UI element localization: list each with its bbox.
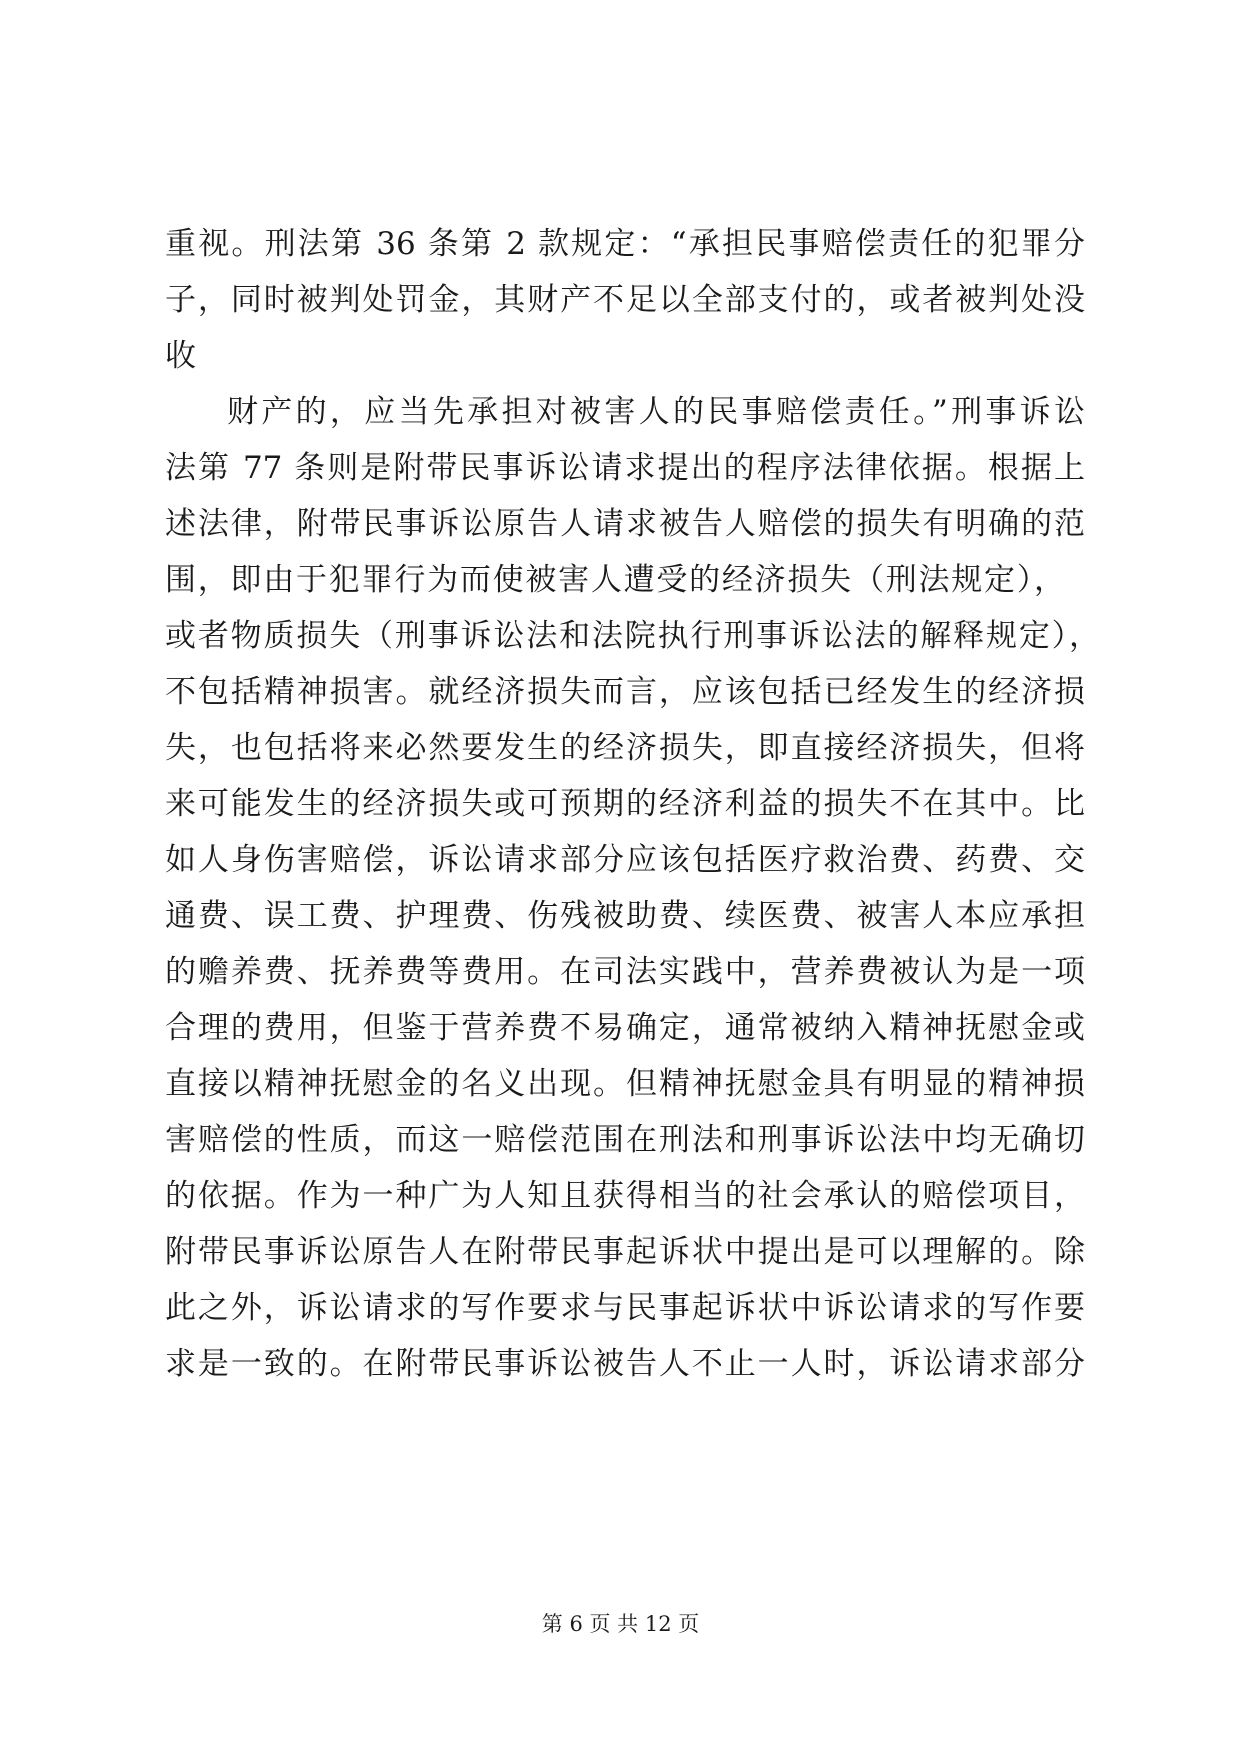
text-line: 求是一致的。在附带民事诉讼被告人不止一人时，诉讼请求部分 xyxy=(165,1346,1085,1382)
text-line: 直接以精神抚慰金的名义出现。但精神抚慰金具有明显的精神损 xyxy=(165,1066,1085,1102)
text-line: 的赡养费、抚养费等费用。在司法实践中，营养费被认为是一项 xyxy=(165,954,1085,990)
text-line: 或者物质损失（刑事诉讼法和法院执行刑事诉讼法的解释规定）， xyxy=(165,618,1100,654)
text-line: 此之外，诉讼请求的写作要求与民事起诉状中诉讼请求的写作要 xyxy=(165,1290,1085,1326)
text-line: 附带民事诉讼原告人在附带民事起诉状中提出是可以理解的。除 xyxy=(165,1234,1085,1270)
text-line: 的依据。作为一种广为人知且获得相当的社会承认的赔偿项目， xyxy=(165,1178,1085,1214)
text-line: 害赔偿的性质，而这一赔偿范围在刑法和刑事诉讼法中均无确切 xyxy=(165,1122,1085,1158)
text-line: 合理的费用，但鉴于营养费不易确定，通常被纳入精神抚慰金或 xyxy=(165,1010,1085,1046)
page-number-footer: 第 6 页 共 12 页 xyxy=(541,1612,700,1636)
text-line: 来可能发生的经济损失或可预期的经济利益的损失不在其中。比 xyxy=(165,786,1085,822)
text-line: 收 xyxy=(165,338,199,374)
text-line: 述法律，附带民事诉讼原告人请求被告人赔偿的损失有明确的范 xyxy=(165,506,1085,542)
paragraph-first-line: 财产的，应当先承担对被害人的民事赔偿责任。”刑事诉讼 xyxy=(227,394,1085,430)
text-line: 重视。刑法第 36 条第 2 款规定：“承担民事赔偿责任的犯罪分 xyxy=(165,226,1085,262)
text-line: 子，同时被判处罚金，其财产不足以全部支付的，或者被判处没 xyxy=(165,282,1085,318)
text-line: 不包括精神损害。就经济损失而言，应该包括已经发生的经济损 xyxy=(165,674,1085,710)
text-line: 围，即由于犯罪行为而使被害人遭受的经济损失（刑法规定）， xyxy=(165,562,1065,598)
text-line: 法第 77 条则是附带民事诉讼请求提出的程序法律依据。根据上 xyxy=(165,450,1085,486)
text-line: 失，也包括将来必然要发生的经济损失，即直接经济损失，但将 xyxy=(165,730,1085,766)
text-line: 通费、误工费、护理费、伤残被助费、续医费、被害人本应承担 xyxy=(165,898,1085,934)
text-line: 如人身伤害赔偿，诉讼请求部分应该包括医疗救治费、药费、交 xyxy=(165,842,1085,878)
